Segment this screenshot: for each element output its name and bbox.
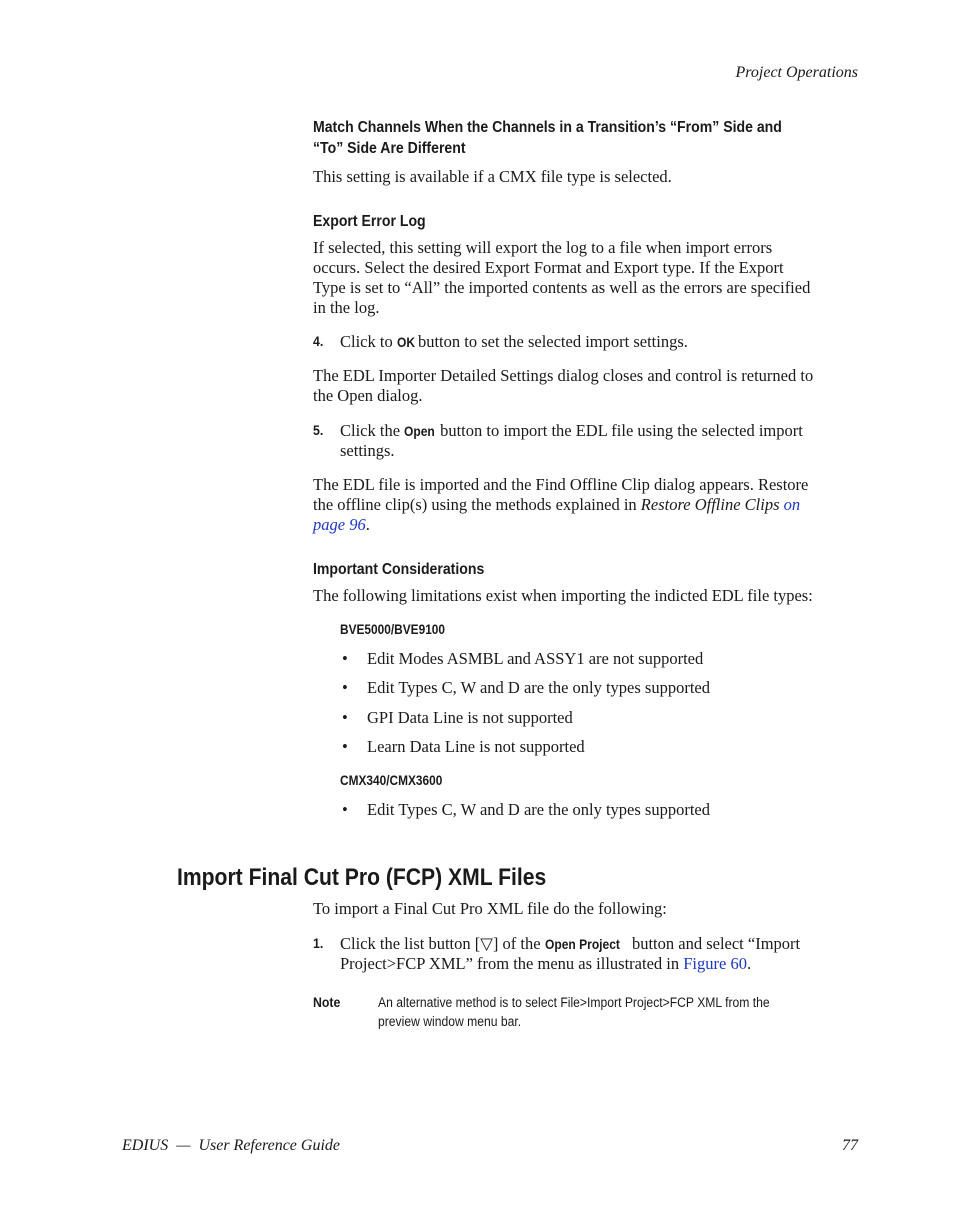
heading-bve: BVE5000/BVE9100	[340, 622, 446, 637]
page-ref-link-on[interactable]: on	[783, 495, 801, 514]
heading-important-considerations: Important Considerations	[313, 561, 485, 578]
export-error-log-line1: If selected, this setting will export the log to a file when import errors	[313, 238, 773, 257]
after-step-4-line1: The EDL Importer Detailed Settings dialog closes and control is returned to	[313, 366, 814, 385]
fcp-step-1-text-before: Click the list button [▽] of the	[340, 934, 545, 953]
page-number: 77	[842, 1137, 858, 1154]
heading-import-fcp-xml: Import Final Cut Pro (FCP) XML Files	[177, 864, 547, 891]
export-error-log-body	[313, 238, 858, 318]
export-error-log-line2: occurs. Select the desired Export Format and Export type. If the Export	[313, 258, 784, 277]
after-step-5-line3	[313, 515, 858, 535]
step-4-text-after: button to set the selected import settings.	[413, 332, 688, 351]
heading-match-channels-line2: “To” Side Are Different	[313, 140, 466, 157]
export-error-log-line4: in the log.	[313, 298, 380, 317]
fcp-step-1-line1	[340, 934, 860, 954]
step-5-line1	[340, 421, 860, 441]
after-step-4-line2: the Open dialog.	[313, 386, 423, 405]
figure-60-link[interactable]: Figure 60	[683, 954, 747, 973]
list-item: Edit Types C, W and D are the only types supported	[367, 678, 711, 697]
step-5-number: 5.	[313, 422, 324, 438]
note-line1: An alternative method is to select File>Import Project>FCP XML from the	[378, 995, 770, 1010]
bullet-glyph: •	[342, 678, 348, 697]
list-item: Learn Data Line is not supported	[367, 737, 585, 756]
bullet-glyph: •	[342, 649, 348, 668]
note-line2: preview window menu bar.	[378, 1014, 522, 1029]
fcp-step-1-line2	[340, 954, 860, 974]
bullet-glyph: •	[342, 708, 348, 727]
running-head: Project Operations	[735, 64, 858, 81]
fcp-step-1-text	[340, 934, 860, 974]
open-command: Open	[404, 423, 435, 439]
step-5-text-after: button to import the EDL file using the selected import	[435, 421, 803, 440]
fcp-step-1-line2-before: Project>FCP XML” from the menu as illustrated in	[340, 954, 684, 973]
after-step-4-body	[313, 366, 858, 406]
fcp-step-1-number: 1.	[313, 935, 324, 951]
page-ref-link-page[interactable]: page 96	[313, 515, 366, 534]
export-error-log-line3: Type is set to “All” the imported contents as well as the errors are specified	[313, 278, 811, 297]
step-4-text-before: Click to	[340, 332, 397, 351]
bullet-glyph: •	[342, 737, 348, 756]
heading-cmx: CMX340/CMX3600	[340, 773, 443, 788]
important-considerations-body: The following limitations exist when importing the indicted EDL file types:	[313, 586, 813, 605]
list-item: Edit Types C, W and D are the only types supported	[367, 800, 711, 819]
after-step-5-line2	[313, 495, 858, 515]
ok-command: OK	[396, 334, 415, 350]
list-item: GPI Data Line is not supported	[367, 708, 573, 727]
footer-title: EDIUS — User Reference Guide	[122, 1137, 341, 1154]
step-4-text	[340, 332, 860, 352]
step-5-line2: settings.	[340, 441, 395, 460]
list-item: Edit Modes ASMBL and ASSY1 are not supported	[367, 649, 704, 668]
heading-match-channels-line1: Match Channels When the Channels in a Transition’s “From” Side and	[313, 119, 782, 136]
step-4-number: 4.	[313, 333, 324, 349]
step-5-text-before: Click the	[340, 421, 405, 440]
after-step-5-line2-before: the offline clip(s) using the methods explained in	[313, 495, 641, 514]
restore-offline-clips-ref: Restore Offline Clips	[640, 495, 780, 514]
heading-match-channels	[313, 117, 832, 159]
open-project-command: Open Project	[544, 936, 620, 952]
note-text	[378, 993, 819, 1031]
fcp-step-1-line2-after: .	[746, 954, 752, 973]
bullet-glyph: •	[342, 800, 348, 819]
after-step-5-line3-after: .	[365, 515, 370, 534]
after-step-5-body	[313, 475, 858, 535]
step-5-text	[340, 421, 860, 461]
note-label: Note	[313, 994, 341, 1010]
heading-export-error-log: Export Error Log	[313, 213, 426, 230]
fcp-intro: To import a Final Cut Pro XML file do the following:	[313, 899, 667, 918]
after-step-5-line1: The EDL file is imported and the Find Offline Clip dialog appears. Restore	[313, 475, 809, 494]
match-channels-body: This setting is available if a CMX file type is selected.	[313, 167, 672, 186]
fcp-step-1-text-after: button and select “Import	[627, 934, 801, 953]
